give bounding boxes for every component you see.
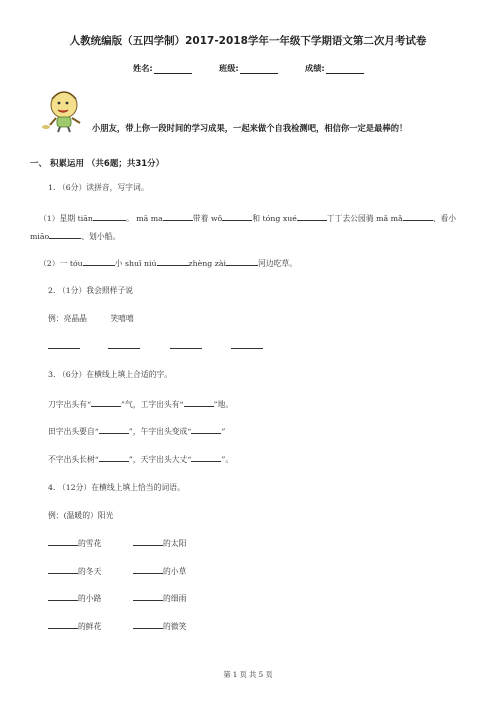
q4-word: 的冬天 <box>78 567 102 576</box>
score-blank[interactable] <box>326 64 364 74</box>
q3-text: 田字出头要自“ <box>48 427 99 436</box>
answer-blank[interactable] <box>48 537 78 546</box>
q1-text: （2）一 tóu <box>39 259 83 268</box>
q1-text: 。 mā ma <box>125 214 163 223</box>
q4-stem: 4. （12分）在横线上填上恰当的词语。 <box>48 483 185 492</box>
answer-blank[interactable] <box>133 537 163 546</box>
score-field[interactable] <box>305 63 364 74</box>
section-heading: 一、 积累运用 （共6题；共31分） <box>30 159 165 169</box>
answer-blank[interactable] <box>297 212 327 221</box>
q3-line1 <box>48 398 233 410</box>
q2-example: 例：亮晶晶 笑嘻嘻 <box>48 314 134 323</box>
answer-blank[interactable] <box>108 340 140 349</box>
q1-text: zhèng zài <box>188 259 227 268</box>
answer-blank[interactable] <box>133 620 163 629</box>
q3-text: ”，天字出头大丈“ <box>128 455 192 464</box>
class-blank[interactable] <box>240 64 278 74</box>
score-label: 成绩: <box>305 63 325 73</box>
answer-blank[interactable] <box>99 453 129 462</box>
answer-blank[interactable] <box>163 212 193 221</box>
q4-word: 的雪花 <box>78 539 102 548</box>
answer-blank[interactable] <box>91 398 121 407</box>
q1-text: 和 tóng xué <box>252 214 297 223</box>
q4-item-right <box>133 537 186 549</box>
q1-line3 <box>39 257 297 269</box>
q3-line3 <box>48 453 233 465</box>
q3-text: 不字出头长树“ <box>48 455 99 464</box>
answer-blank[interactable] <box>48 565 78 574</box>
q1-text: 带着 wǒ <box>192 214 223 223</box>
q4-word: 的太阳 <box>163 539 187 548</box>
q4-word: 的小草 <box>163 567 187 576</box>
answer-blank[interactable] <box>403 212 433 221</box>
answer-blank[interactable] <box>231 340 263 349</box>
q1-text: （1）星期 tiān <box>39 214 93 223</box>
answer-blank[interactable] <box>222 212 252 221</box>
name-field[interactable] <box>133 63 192 74</box>
q4-word: 的鲜花 <box>78 622 102 631</box>
answer-blank[interactable] <box>184 398 214 407</box>
q1-text: 、划小船。 <box>81 232 121 241</box>
q1-text: 河边吃草。 <box>258 259 298 268</box>
q1-line1 <box>39 212 456 224</box>
q4-item-right <box>133 592 186 604</box>
q1-text: 、看小 <box>432 214 457 223</box>
q3-text: ”气，工字出头有“ <box>120 400 184 409</box>
name-label: 姓名: <box>133 63 153 73</box>
q4-item-right <box>133 620 186 632</box>
q4-item-left <box>48 592 101 604</box>
answer-blank[interactable] <box>226 257 258 266</box>
q4-word: 的小路 <box>78 594 102 603</box>
class-label: 班级: <box>219 63 239 73</box>
q1-text: 小 shuǐ niú <box>114 259 157 268</box>
q4-word: 的微笑 <box>163 622 187 631</box>
answer-blank[interactable] <box>157 257 189 266</box>
q2-stem: 2. （1分）我会照样子说 <box>48 286 134 295</box>
answer-blank[interactable] <box>93 212 126 221</box>
answer-blank[interactable] <box>191 425 221 434</box>
page-footer: 第 1 页 共 5 页 <box>223 670 273 679</box>
name-blank[interactable] <box>154 64 192 74</box>
q4-word: 的细雨 <box>163 594 187 603</box>
q3-stem: 3. （6分）在横线上填上合适的字。 <box>48 370 173 379</box>
q3-text: ”，午字出头变成“ <box>128 427 192 436</box>
q2-answer-row <box>48 340 468 350</box>
class-field[interactable] <box>219 63 278 74</box>
cartoon-kid-icon <box>34 85 90 133</box>
answer-blank[interactable] <box>48 620 78 629</box>
q3-text: ”地。 <box>213 400 234 409</box>
q3-text: ” <box>221 427 226 436</box>
answer-blank[interactable] <box>48 340 80 349</box>
q3-text: 刀字出头有“ <box>48 400 91 409</box>
answer-blank[interactable] <box>83 257 115 266</box>
q4-item-left <box>48 537 101 549</box>
answer-blank[interactable] <box>170 340 202 349</box>
q4-example: 例：(温暖的）阳光 <box>48 511 114 520</box>
answer-blank[interactable] <box>191 453 221 462</box>
answer-blank[interactable] <box>49 230 81 239</box>
q4-item-left <box>48 565 101 577</box>
q3-text: ”。 <box>221 455 234 464</box>
q3-line2 <box>48 425 225 437</box>
answer-blank[interactable] <box>48 592 78 601</box>
answer-blank[interactable] <box>133 592 163 601</box>
q1-text: 丁丁去公园骑 mǎ mǎ <box>326 214 403 223</box>
student-info-row <box>0 63 496 77</box>
q4-item-left <box>48 620 101 632</box>
q1-stem: 1. （6分）读拼音，写字词。 <box>48 183 149 192</box>
q1-text: miāo <box>30 232 50 241</box>
answer-blank[interactable] <box>133 565 163 574</box>
intro-text: 小朋友，带上你一段时间的学习成果，一起来做个自我检测吧，相信你一定是最棒的！ <box>92 123 408 133</box>
page-title: 人教统编版（五四学制）2017-2018学年一年级下学期语文第二次月考试卷 <box>69 35 427 47</box>
q1-line2 <box>30 230 120 242</box>
q4-item-right <box>133 565 186 577</box>
answer-blank[interactable] <box>99 425 129 434</box>
